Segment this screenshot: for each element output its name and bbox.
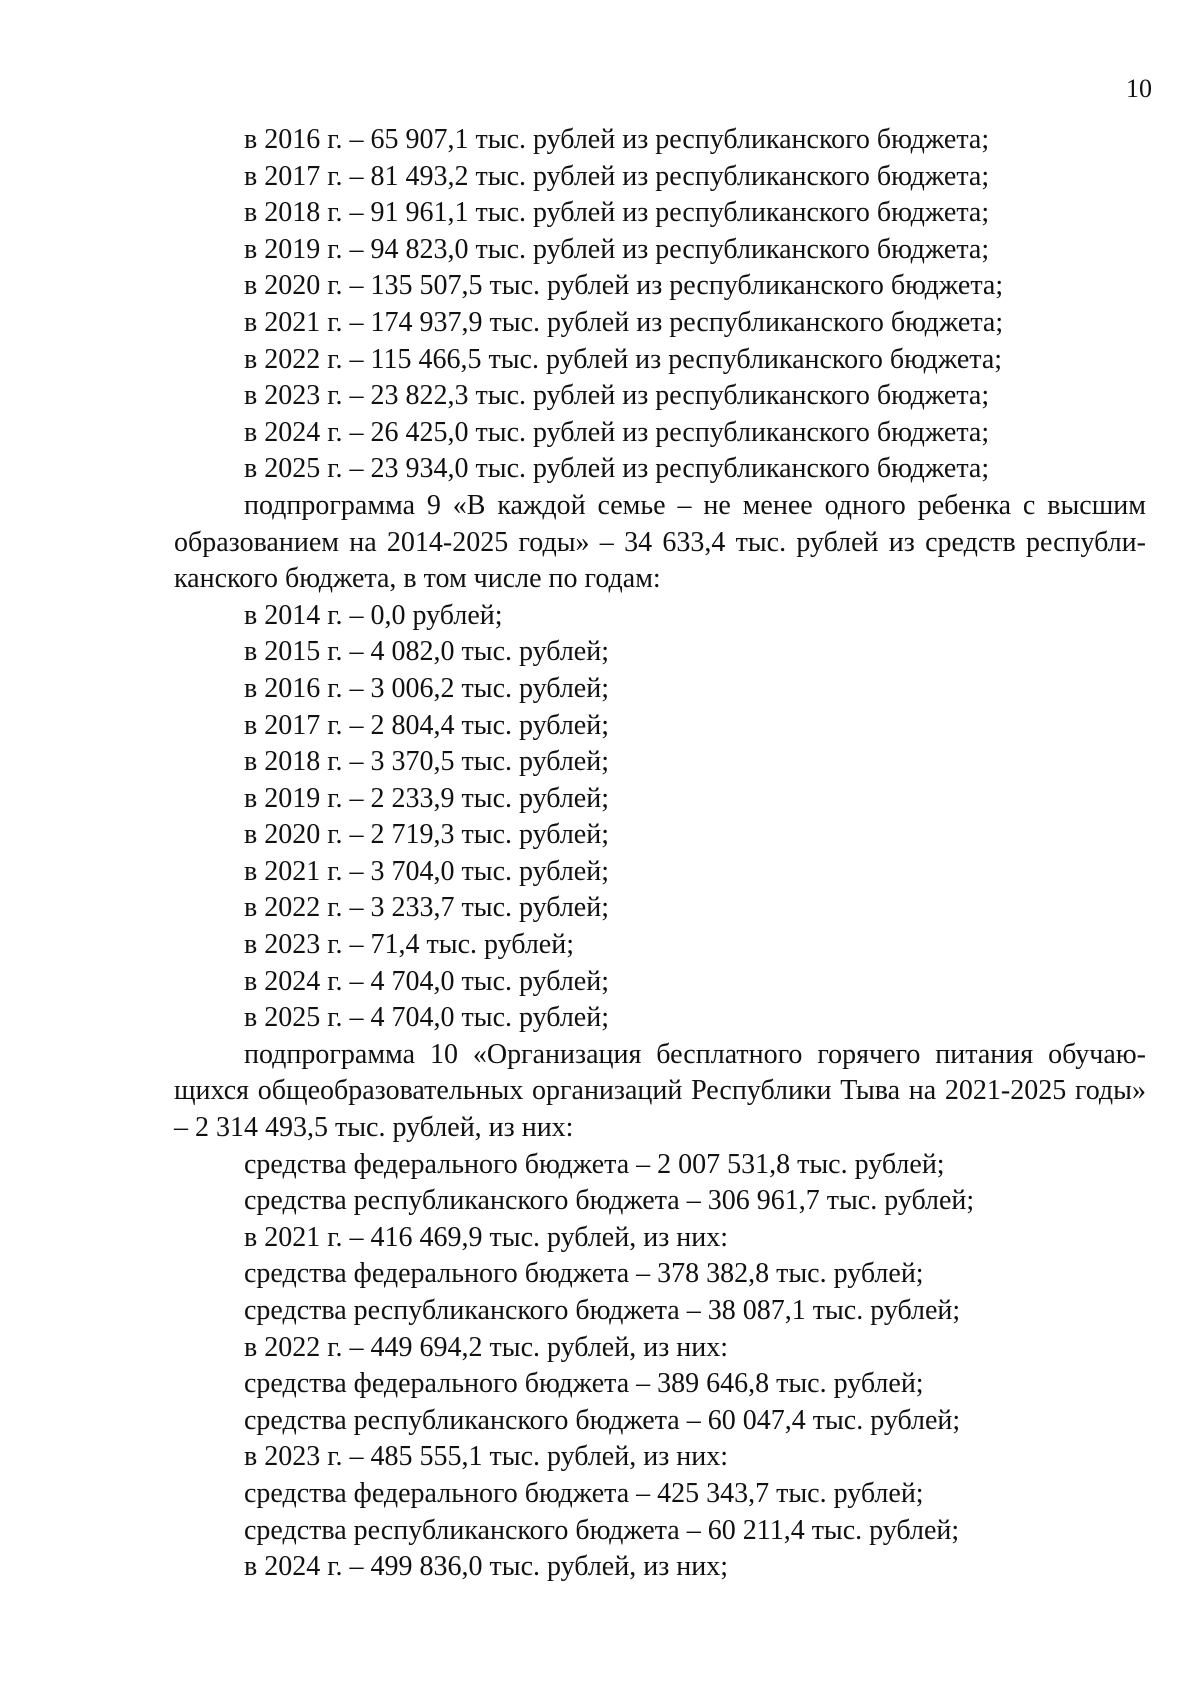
subprogram-9-line-2025: в 2025 г. – 4 704,0 тыс. рублей; [244, 1002, 609, 1034]
subprogram-10-republican-total: средства республиканского бюджета – 306 961,7 тыс. рублей; [244, 1185, 975, 1217]
subprogram-9-line-2023: в 2023 г. – 71,4 тыс. рублей; [244, 929, 574, 961]
subprogram-10-paragraph: подпрограмма 10 «Организация бесплатного горячего питания обучающихся общеобразовательных организаций Республики Тыва на 2021-2025 годы» – 2 314 493,5 тыс. рублей, из них: [174, 1038, 1146, 1144]
subprogram-10-year-2021: в 2021 г. – 416 469,9 тыс. рублей, из них: [244, 1221, 729, 1253]
subprogram-10-2023-federal: средства федерального бюджета – 425 343,7 тыс. рублей; [244, 1477, 924, 1509]
funding-line-2019: в 2019 г. – 94 823,0 тыс. рублей из республиканского бюджета; [244, 233, 990, 265]
funding-line-2021: в 2021 г. – 174 937,9 тыс. рублей из республиканского бюджета; [244, 306, 1004, 338]
subprogram-9-line-2022: в 2022 г. – 3 233,7 тыс. рублей; [244, 892, 609, 924]
subprogram-10-2022-republican: средства республиканского бюджета – 60 047,4 тыс. рублей; [244, 1404, 961, 1436]
subprogram-9-line-2014: в 2014 г. – 0,0 рублей; [244, 599, 503, 631]
subprogram-9-paragraph: подпрограмма 9 «В каждой семье – не менее одного ребенка с высшим образованием на 2014-2025 годы» – 34 633,4 тыс. рублей из средств республиканского бюджета, в том числе по годам: [174, 489, 1146, 595]
subprogram-9-line-2024: в 2024 г. – 4 704,0 тыс. рублей; [244, 965, 609, 997]
subprogram-10-year-2024: в 2024 г. – 499 836,0 тыс. рублей, из них; [244, 1551, 729, 1583]
subprogram-10-2022-federal: средства федерального бюджета – 389 646,8 тыс. рублей; [244, 1368, 924, 1400]
subprogram-9-line-2019: в 2019 г. – 2 233,9 тыс. рублей; [244, 782, 609, 814]
subprogram-10-year-2023: в 2023 г. – 485 555,1 тыс. рублей, из них: [244, 1441, 729, 1473]
funding-line-2022: в 2022 г. – 115 466,5 тыс. рублей из республиканского бюджета; [244, 343, 1003, 375]
funding-line-2017: в 2017 г. – 81 493,2 тыс. рублей из республиканского бюджета; [244, 160, 990, 192]
subprogram-10-funding-list [174, 1147, 1146, 1586]
funding-line-2018: в 2018 г. – 91 961,1 тыс. рублей из республиканского бюджета; [244, 197, 990, 229]
subprogram-9-line-2015: в 2015 г. – 4 082,0 тыс. рублей; [244, 636, 609, 668]
subprogram-9-line-2018: в 2018 г. – 3 370,5 тыс. рублей; [244, 746, 609, 778]
funding-by-year-republican-list [174, 122, 1146, 488]
subprogram-10-federal-total: средства федерального бюджета – 2 007 531,8 тыс. рублей; [244, 1148, 945, 1180]
document-body [174, 122, 1146, 1586]
subprogram-10-2021-federal: средства федерального бюджета – 378 382,8 тыс. рублей; [244, 1258, 924, 1290]
subprogram-10-year-2022: в 2022 г. – 449 694,2 тыс. рублей, из них: [244, 1331, 729, 1363]
subprogram-9-line-2020: в 2020 г. – 2 719,3 тыс. рублей; [244, 819, 609, 851]
subprogram-9-by-year-list [174, 598, 1146, 1037]
funding-line-2023: в 2023 г. – 23 822,3 тыс. рублей из республиканского бюджета; [244, 380, 990, 412]
subprogram-9-line-2017: в 2017 г. – 2 804,4 тыс. рублей; [244, 709, 609, 741]
subprogram-10-2021-republican: средства республиканского бюджета – 38 087,1 тыс. рублей; [244, 1295, 961, 1326]
funding-line-2020: в 2020 г. – 135 507,5 тыс. рублей из республиканского бюджета; [244, 270, 1004, 302]
page-number: 10 [1126, 74, 1152, 103]
subprogram-9-line-2021: в 2021 г. – 3 704,0 тыс. рублей; [244, 855, 609, 887]
funding-line-2025: в 2025 г. – 23 934,0 тыс. рублей из республиканского бюджета; [244, 453, 990, 485]
subprogram-10-2023-republican: средства республиканского бюджета – 60 211,4 тыс. рублей; [244, 1514, 960, 1546]
subprogram-9-line-2016: в 2016 г. – 3 006,2 тыс. рублей; [244, 672, 609, 704]
funding-line-2024: в 2024 г. – 26 425,0 тыс. рублей из республиканского бюджета; [244, 416, 990, 448]
funding-line-2016: в 2016 г. – 65 907,1 тыс. рублей из республиканского бюджета; [244, 124, 990, 155]
